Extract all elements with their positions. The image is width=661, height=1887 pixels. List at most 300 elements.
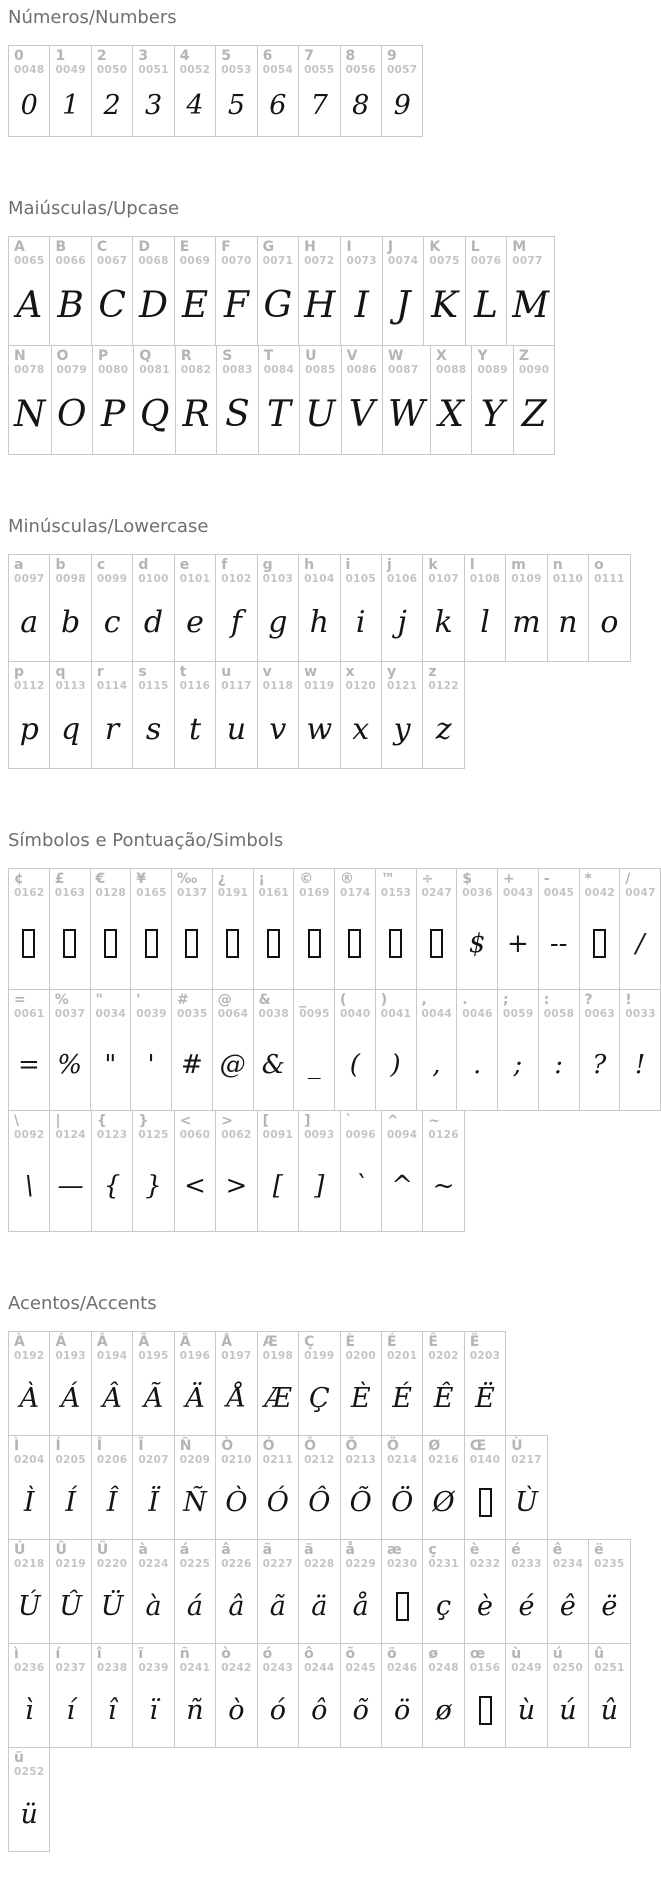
char-glyph: } — [145, 1170, 162, 1201]
char-label: Ô — [304, 1438, 316, 1454]
char-code: 0107 — [428, 573, 459, 585]
char-code: 0156 — [469, 1662, 501, 1674]
char-code: 0196 — [179, 1350, 211, 1362]
char-cell — [91, 1643, 133, 1748]
char-cell — [464, 1539, 506, 1644]
char-cell — [422, 661, 464, 769]
char-glyph: O — [56, 394, 87, 435]
char-cell — [588, 1539, 630, 1644]
char-glyph: á — [186, 1590, 204, 1622]
char-cell — [174, 554, 216, 662]
cell-row — [8, 45, 661, 137]
char-code: 0054 — [262, 64, 294, 76]
char-code: 0075 — [429, 255, 460, 267]
char-glyph: Â — [102, 1382, 122, 1414]
char-label: ‰ — [177, 871, 198, 887]
missing-glyph-box — [430, 929, 443, 958]
char-cell — [8, 1435, 50, 1540]
char-label: O — [56, 348, 69, 364]
char-glyph: t — [188, 712, 201, 747]
char-cell — [340, 1643, 382, 1748]
char-glyph: Õ — [349, 1486, 372, 1518]
char-glyph: % — [57, 1049, 82, 1080]
char-code: 0085 — [305, 364, 336, 376]
char-label: 9 — [386, 48, 397, 64]
char-label: $ — [462, 871, 472, 887]
char-code: 0104 — [304, 573, 335, 585]
char-glyph: o — [600, 605, 619, 640]
char-glyph: Ò — [225, 1486, 248, 1518]
char-code: 0204 — [14, 1454, 45, 1466]
char-cell — [91, 661, 133, 769]
char-label: ë — [594, 1542, 604, 1558]
char-cell — [49, 661, 91, 769]
char-code: 0069 — [179, 255, 211, 267]
char-cell — [91, 45, 133, 137]
char-glyph: Ê — [433, 1382, 454, 1414]
char-label: t — [179, 664, 187, 680]
missing-glyph-box — [479, 1488, 492, 1517]
char-label: V — [346, 348, 358, 364]
char-label: Å — [221, 1334, 233, 1350]
char-code: 0099 — [96, 573, 128, 585]
char-cell — [497, 868, 539, 990]
char-label: ã — [262, 1542, 273, 1558]
missing-glyph-box — [348, 929, 361, 958]
char-code: 0226 — [221, 1558, 252, 1570]
char-cell — [381, 1539, 423, 1644]
char-code: 0207 — [138, 1454, 169, 1466]
char-label: é — [511, 1542, 521, 1558]
char-label: - — [543, 871, 550, 887]
char-cell — [49, 1643, 91, 1748]
char-label: ø — [428, 1646, 438, 1662]
char-glyph: Ï — [148, 1486, 159, 1518]
char-code: 0052 — [179, 64, 211, 76]
char-cell — [253, 868, 295, 990]
char-label: Y — [477, 348, 488, 364]
char-label: G — [262, 239, 275, 255]
char-cell — [456, 868, 498, 990]
char-cell — [8, 868, 50, 990]
char-label: 1 — [55, 48, 66, 64]
cell-row — [8, 345, 661, 455]
char-label: ¿ — [217, 871, 226, 887]
cell-row — [8, 1539, 661, 1644]
char-cell — [538, 989, 580, 1111]
char-label: s — [138, 664, 147, 680]
char-cell — [174, 1435, 216, 1540]
char-cell — [257, 1643, 299, 1748]
char-code: 0078 — [14, 364, 45, 376]
char-code: 0045 — [543, 887, 575, 899]
char-code: 0110 — [552, 573, 584, 585]
char-cell — [456, 989, 498, 1111]
char-code: 0092 — [14, 1129, 45, 1141]
char-code: 0118 — [262, 680, 294, 692]
char-code: 0057 — [386, 64, 418, 76]
char-code: 0162 — [14, 887, 45, 899]
char-code: 0094 — [386, 1129, 418, 1141]
char-cell — [298, 1435, 340, 1540]
char-label: B — [55, 239, 67, 255]
char-code: 0060 — [179, 1129, 211, 1141]
char-label: h — [304, 557, 315, 573]
missing-glyph-box — [267, 929, 280, 958]
section-title: Números/Numbers — [8, 7, 177, 28]
char-glyph: ø — [435, 1694, 452, 1726]
char-cell — [49, 1331, 91, 1436]
char-glyph: ) — [390, 1049, 401, 1080]
char-cell — [132, 1110, 174, 1232]
char-code: 0065 — [14, 255, 45, 267]
char-cell — [257, 661, 299, 769]
char-glyph — [470, 1675, 500, 1739]
char-cell — [299, 345, 341, 455]
char-glyph: ì — [24, 1694, 34, 1726]
char-code: 0225 — [179, 1558, 211, 1570]
char-code: 0108 — [469, 573, 501, 585]
char-label: L — [470, 239, 480, 255]
char-glyph: à — [145, 1590, 162, 1622]
missing-glyph-box — [104, 929, 117, 958]
char-glyph: Z — [521, 394, 547, 435]
char-code: 0051 — [138, 64, 169, 76]
char-label: < — [179, 1113, 192, 1129]
char-label: É — [386, 1334, 397, 1350]
char-label: ó — [262, 1646, 273, 1662]
char-glyph: ò — [228, 1694, 245, 1726]
missing-glyph-box — [593, 929, 606, 958]
char-label: % — [54, 992, 69, 1008]
char-glyph — [470, 1467, 500, 1531]
char-label: y — [386, 664, 397, 680]
char-glyph: Ü — [100, 1590, 124, 1622]
char-code: 0096 — [345, 1129, 376, 1141]
char-code: 0101 — [179, 573, 211, 585]
char-glyph: ó — [269, 1694, 286, 1726]
char-cell — [471, 345, 513, 455]
char-code: 0070 — [221, 255, 252, 267]
char-code: 0039 — [136, 1008, 167, 1020]
char-glyph: G — [263, 285, 293, 326]
char-code: 0048 — [14, 64, 45, 76]
char-label: ~ — [428, 1113, 441, 1129]
char-cell — [298, 1331, 340, 1436]
char-cell — [174, 1331, 216, 1436]
char-cell — [298, 554, 340, 662]
char-glyph: M — [512, 285, 550, 326]
char-label: = — [14, 992, 26, 1008]
char-label: ' — [136, 992, 141, 1008]
char-label: . — [462, 992, 468, 1008]
char-glyph: ú — [559, 1694, 577, 1726]
char-cell — [49, 45, 91, 137]
cell-row — [8, 1110, 661, 1232]
char-label: ñ — [179, 1646, 190, 1662]
char-code: 0088 — [436, 364, 467, 376]
char-code: 0073 — [346, 255, 377, 267]
char-cell — [171, 868, 213, 990]
char-glyph: Ø — [432, 1486, 455, 1518]
char-cell — [174, 1539, 216, 1644]
char-label: C — [96, 239, 108, 255]
char-cell — [132, 1331, 174, 1436]
char-glyph: â — [228, 1590, 245, 1622]
char-cell — [132, 236, 174, 346]
char-cell — [506, 236, 555, 346]
char-glyph: , — [432, 1049, 441, 1080]
char-glyph: b — [61, 605, 81, 640]
char-cell — [49, 1539, 91, 1644]
char-code: 0106 — [386, 573, 418, 585]
char-code: 0210 — [221, 1454, 252, 1466]
char-cell — [619, 989, 661, 1111]
char-glyph: n — [558, 605, 578, 640]
char-glyph: # — [180, 1049, 203, 1080]
char-code: 0202 — [428, 1350, 459, 1362]
char-glyph: w — [306, 712, 333, 747]
char-code: 0112 — [14, 680, 45, 692]
char-cell — [381, 1331, 423, 1436]
cell-row — [8, 868, 661, 990]
char-code: 0117 — [221, 680, 252, 692]
char-glyph: y — [393, 712, 411, 747]
missing-glyph-box — [396, 1592, 409, 1621]
char-code: 0174 — [340, 887, 371, 899]
char-label: ä — [304, 1542, 314, 1558]
char-label: , — [421, 992, 427, 1008]
char-code: 0036 — [462, 887, 493, 899]
char-glyph: f — [230, 605, 242, 640]
char-cell — [381, 661, 423, 769]
char-code: 0248 — [428, 1662, 459, 1674]
char-cell — [464, 1435, 506, 1540]
char-label: + — [503, 871, 515, 887]
char-glyph — [387, 1571, 417, 1635]
char-glyph: õ — [352, 1694, 369, 1726]
char-label: ü — [14, 1750, 24, 1766]
char-cell — [8, 661, 50, 769]
cell-row — [8, 1331, 661, 1436]
char-label: w — [304, 664, 317, 680]
char-glyph: ü — [20, 1798, 38, 1830]
char-code: 0244 — [304, 1662, 335, 1674]
char-glyph: Á — [60, 1382, 81, 1414]
char-code: 0068 — [138, 255, 169, 267]
char-cell — [8, 236, 50, 346]
char-cell — [8, 1747, 50, 1852]
char-code: 0153 — [380, 887, 412, 899]
char-glyph: @ — [219, 1049, 246, 1080]
char-code: 0035 — [177, 1008, 208, 1020]
char-code: 0077 — [512, 255, 543, 267]
char-label: o — [594, 557, 604, 573]
char-glyph: $ — [468, 928, 486, 959]
cell-row — [8, 236, 661, 346]
char-label: ( — [340, 992, 347, 1008]
char-glyph: X — [438, 394, 465, 435]
char-label: Ò — [221, 1438, 234, 1454]
char-label: Ç — [304, 1334, 315, 1350]
char-glyph: ô — [311, 1694, 328, 1726]
char-label: Î — [96, 1438, 103, 1454]
char-code: 0081 — [139, 364, 170, 376]
char-code: 0192 — [14, 1350, 45, 1362]
char-code: 0080 — [97, 364, 129, 376]
char-glyph: r — [104, 712, 120, 747]
char-glyph: 4 — [186, 90, 204, 121]
char-cell — [91, 1110, 133, 1232]
char-glyph — [585, 900, 615, 981]
char-glyph: J — [395, 285, 411, 326]
char-cell — [298, 1643, 340, 1748]
char-label: J — [387, 239, 394, 255]
char-label: Ú — [14, 1542, 26, 1558]
char-label: ì — [14, 1646, 19, 1662]
char-label: b — [55, 557, 66, 573]
char-label: U — [305, 348, 317, 364]
char-cell — [215, 236, 257, 346]
char-label: û — [594, 1646, 605, 1662]
char-cell — [8, 45, 50, 137]
char-code: 0044 — [421, 1008, 452, 1020]
char-label: Z — [518, 348, 530, 364]
char-code: 0219 — [55, 1558, 86, 1570]
char-glyph: Ö — [391, 1486, 414, 1518]
char-glyph: -- — [549, 928, 568, 959]
char-glyph: 2 — [103, 90, 121, 121]
char-code: 0063 — [584, 1008, 615, 1020]
char-code: 0038 — [258, 1008, 289, 1020]
char-label: j — [386, 557, 392, 573]
char-code: 0213 — [345, 1454, 376, 1466]
char-code: 0194 — [96, 1350, 128, 1362]
char-glyph: / — [635, 928, 645, 959]
char-glyph: Û — [59, 1590, 83, 1622]
char-cell — [91, 1435, 133, 1540]
char-code: 0246 — [386, 1662, 418, 1674]
char-glyph: å — [352, 1590, 369, 1622]
char-glyph: P — [101, 394, 126, 435]
char-label: ! — [625, 992, 632, 1008]
char-cell — [375, 989, 417, 1111]
charmap — [8, 8, 661, 1852]
char-code: 0116 — [179, 680, 211, 692]
char-code: 0197 — [221, 1350, 252, 1362]
char-label: p — [14, 664, 25, 680]
char-glyph — [96, 900, 126, 981]
char-code: 0191 — [217, 887, 249, 899]
char-cell — [91, 554, 133, 662]
char-glyph: K — [431, 285, 459, 326]
char-cell — [464, 554, 506, 662]
char-code: 0113 — [55, 680, 86, 692]
char-code: 0040 — [340, 1008, 371, 1020]
char-cell — [505, 554, 547, 662]
char-label: £ — [54, 871, 65, 887]
char-code: 0102 — [221, 573, 252, 585]
char-cell — [132, 1435, 174, 1540]
char-cell — [381, 1435, 423, 1540]
char-label: À — [14, 1334, 25, 1350]
char-glyph: ö — [394, 1694, 411, 1726]
char-label: D — [138, 239, 150, 255]
char-label: S — [222, 348, 233, 364]
char-label: Õ — [345, 1438, 358, 1454]
char-glyph: > — [225, 1170, 248, 1201]
char-label: n — [552, 557, 563, 573]
char-label: c — [96, 557, 106, 573]
char-code: 0237 — [55, 1662, 86, 1674]
char-cell — [375, 868, 417, 990]
char-code: 0074 — [387, 255, 419, 267]
char-glyph: ~ — [432, 1170, 455, 1201]
char-label: d — [138, 557, 149, 573]
cell-row — [8, 661, 661, 769]
char-cell — [293, 989, 335, 1111]
char-code: 0250 — [552, 1662, 584, 1674]
char-label: & — [258, 992, 271, 1008]
char-glyph: q — [61, 712, 81, 747]
char-cell — [171, 989, 213, 1111]
char-cell — [253, 989, 295, 1111]
char-code: 0049 — [55, 64, 86, 76]
char-code: 0245 — [345, 1662, 376, 1674]
char-cell — [49, 236, 91, 346]
char-cell — [497, 989, 539, 1111]
char-label: ö — [386, 1646, 397, 1662]
char-glyph: Ç — [308, 1382, 330, 1414]
char-glyph: [ — [272, 1170, 283, 1201]
char-cell — [588, 554, 630, 662]
char-cell — [588, 1643, 630, 1748]
char-cell — [464, 1331, 506, 1436]
char-code: 0203 — [469, 1350, 501, 1362]
char-label: | — [55, 1113, 61, 1129]
cell-row — [8, 554, 661, 662]
char-label: è — [469, 1542, 480, 1558]
char-glyph: k — [434, 605, 453, 640]
char-label: X — [436, 348, 447, 364]
char-glyph: ï — [149, 1694, 158, 1726]
char-code: 0103 — [262, 573, 294, 585]
char-label: u — [221, 664, 232, 680]
char-cell — [340, 1435, 382, 1540]
char-label: ç — [428, 1542, 437, 1558]
char-code: 0214 — [386, 1454, 418, 1466]
char-code: 0121 — [386, 680, 418, 692]
char-code: 0079 — [56, 364, 87, 376]
char-glyph: ( — [349, 1049, 360, 1080]
cell-row — [8, 989, 661, 1111]
char-cell — [49, 1435, 91, 1540]
char-glyph: E — [181, 285, 209, 326]
char-label: > — [221, 1113, 233, 1129]
char-glyph: { — [103, 1170, 121, 1201]
char-glyph: R — [182, 394, 210, 435]
char-glyph: x — [352, 712, 370, 747]
missing-glyph-box — [145, 929, 158, 958]
char-code: 0059 — [503, 1008, 534, 1020]
char-glyph: 6 — [269, 90, 287, 121]
char-label: ï — [138, 1646, 144, 1662]
char-cell — [505, 1539, 547, 1644]
char-glyph: g — [268, 605, 288, 640]
char-code: 0111 — [594, 573, 625, 585]
char-cell — [416, 868, 458, 990]
char-code: 0041 — [380, 1008, 412, 1020]
